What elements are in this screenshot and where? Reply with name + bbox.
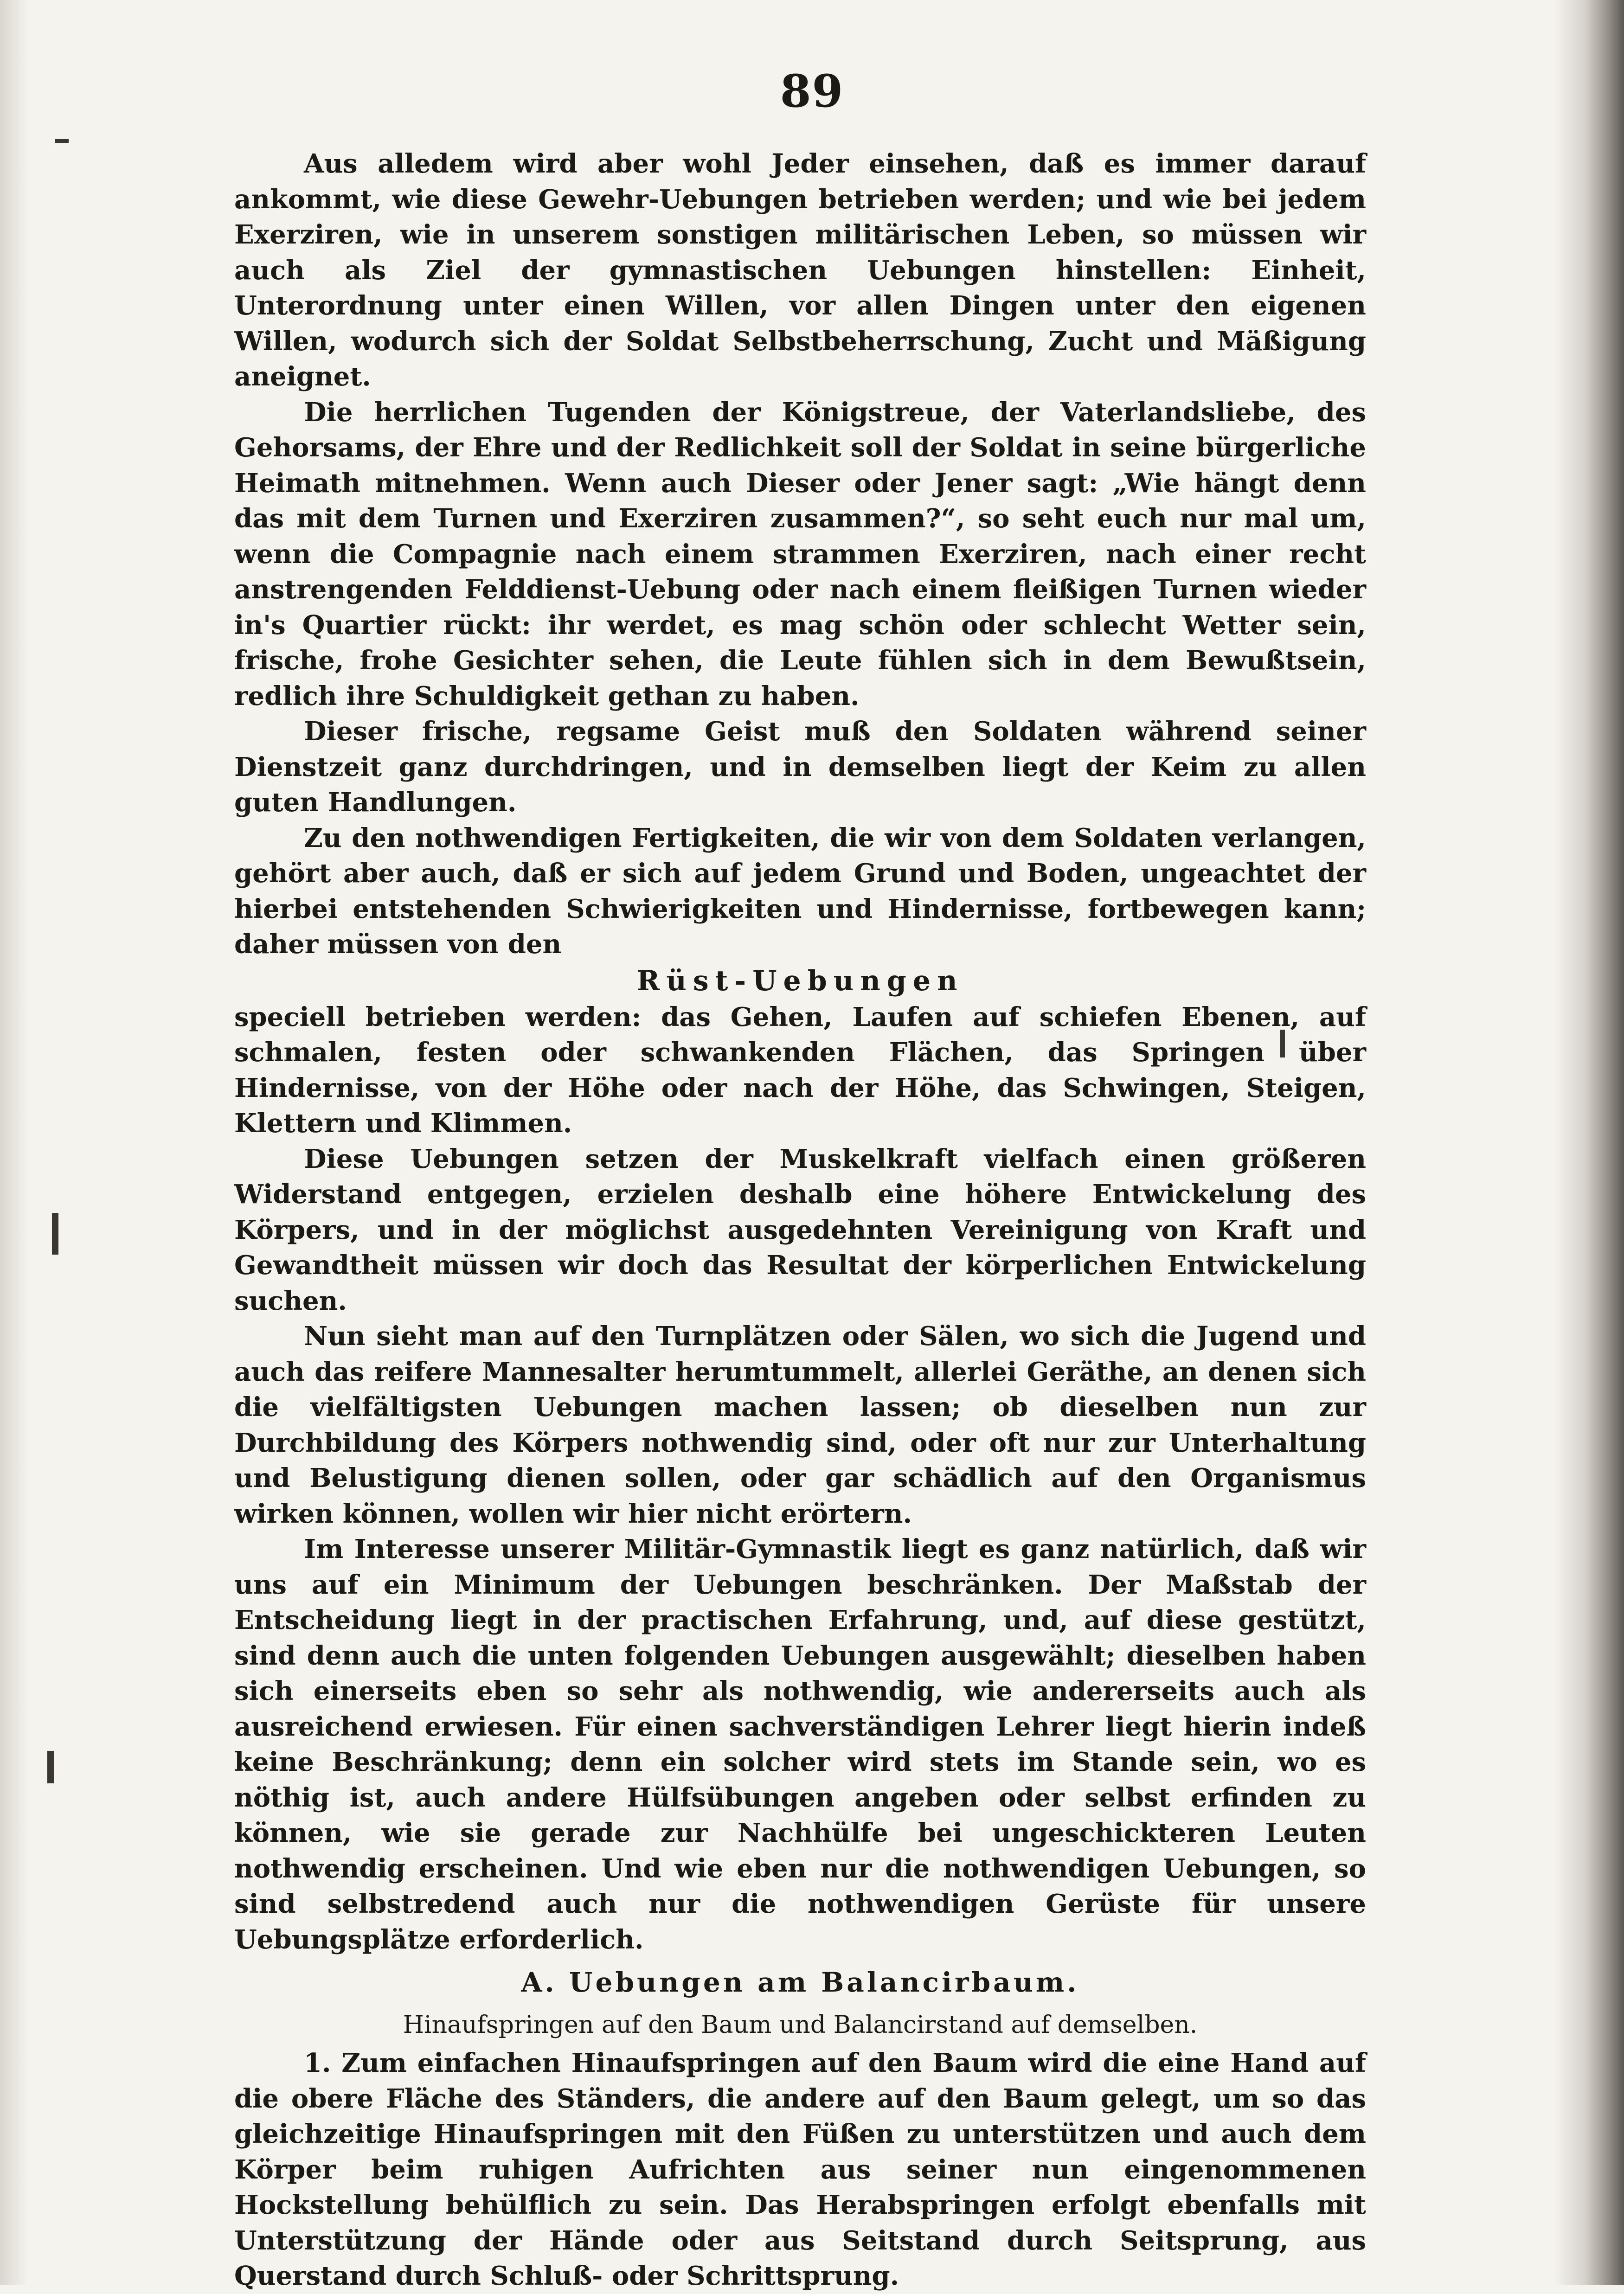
paragraph: speciell betrieben werden: das Gehen, Laufen auf schiefen Ebenen, auf schmalen, festen oder schwankenden Flächen, das Springen über Hindernisse, von der Höhe oder nach der Höhe, das Schwingen, Steigen, Klettern und Klimmen.	[234, 1001, 1366, 1139]
margin-mark	[47, 1751, 54, 1783]
section-heading: Rüst-Uebungen	[636, 964, 964, 997]
page-binding-edge	[1554, 0, 1624, 2285]
paragraph: Nun sieht man auf den Turnplätzen oder Sälen, wo sich die Jugend und auch das reifere Mannesalter herumtummelt, allerlei Geräthe, an denen sich die vielfältigsten Uebungen machen lassen; ob dieselben nun zur Durchbildung des Körpers nothwendig sind, oder oft nur zur Unterhaltung und Belustigung dienen sollen, oder gar schädlich auf den Organismus wirken können, wollen wir hier nicht erörtern.	[234, 1321, 1366, 1529]
paragraph: Die herrlichen Tugenden der Königstreue, der Vaterlandsliebe, des Gehorsams, der Ehre und der Redlichkeit soll der Soldat in seine bürgerliche Heimath mitnehmen. Wenn auch Dieser oder Jener sagt: „Wie hängt denn das mit dem Turnen und Exerziren zusammen?“, so seht euch nur mal um, wenn die Compagnie nach einem strammen Exerziren, nach einer recht anstrengenden Felddienst-Uebung oder nach einem fleißigen Turnen wieder in's Quartier rückt: ihr werdet, es mag schön oder schlecht Wetter sein, frische, frohe Gesichter sehen, die Leute fühlen sich in dem Bewußtsein, redlich ihre Schuldigkeit gethan zu haben.	[234, 397, 1366, 711]
numbered-paragraph: 1. Zum einfachen Hinaufspringen auf den Baum wird die eine Hand auf die obere Fläche des Ständers, die andere auf den Baum gelegt, um so das gleichzeitige Hinaufspringen mit den Füßen zu unterstützen und auch dem Körper beim ruhigen Aufrichten aus seiner nun eingenommenen Hockstellung behülflich zu sein. Das Herabspringen erfolgt ebenfalls mit Unterstützung der Hände oder aus Seitstand durch Seitsprung, aus Querstand durch Schluß- oder Schrittsprung.	[234, 2048, 1366, 2291]
page-body	[234, 146, 1366, 2294]
paragraph: Dieser frische, regsame Geist muß den Soldaten während seiner Dienstzeit ganz durchdringen, und in demselben liegt der Keim zu allen guten Handlungen.	[234, 716, 1366, 818]
page-shadow-left	[0, 0, 28, 2285]
paragraph: Aus alledem wird aber wohl Jeder einsehen, daß es immer darauf ankommt, wie diese Gewehr-Uebungen betrieben werden; und wie bei jedem Exerziren, wie in unserem sonstigen militärischen Leben, so müssen wir auch als Ziel der gymnastischen Uebungen hinstellen: Einheit, Unterordnung unter einen Willen, vor allen Dingen unter den eigenen Willen, wodurch sich der Soldat Selbstbeherrschung, Zucht und Mäßigung aneignet.	[234, 148, 1366, 392]
page-number: 89	[780, 65, 844, 117]
margin-mark	[52, 1213, 58, 1255]
paragraph: Diese Uebungen setzen der Muskelkraft vielfach einen größeren Widerstand entgegen, erzielen deshalb eine höhere Entwickelung des Körpers, und in der möglichst ausgedehnten Vereinigung von Kraft und Gewandtheit müssen wir doch das Resultat der körperlichen Entwickelung suchen.	[234, 1143, 1366, 1316]
subsection-caption: Hinaufspringen auf den Baum und Balancirstand auf demselben.	[403, 2011, 1198, 2039]
margin-mark	[55, 139, 69, 143]
paragraph: Im Interesse unserer Militär-Gymnastik liegt es ganz natürlich, daß wir uns auf ein Minimum der Uebungen beschränken. Der Maßstab der Entscheidung liegt in der practischen Erfahrung, und, auf diese gestützt, sind denn auch die unten folgenden Uebungen ausgewählt; dieselben haben sich einerseits eben so sehr als nothwendig, wie andererseits auch als ausreichend erwiesen. Für einen sachverständigen Lehrer liegt hierin indeß keine Beschränkung; denn ein solcher wird stets im Stande sein, wo es nöthig ist, auch andere Hülfsübungen angeben oder selbst erfinden zu können, wie sie gerade zur Nachhülfe bei ungeschickteren Leuten nothwendig erscheinen. Und wie eben nur die nothwendigen Uebungen, so sind selbstredend auch nur die nothwendigen Gerüste für unsere Uebungsplätze erforderlich.	[234, 1534, 1366, 1955]
paragraph: Zu den nothwendigen Fertigkeiten, die wir von dem Soldaten verlangen, gehört aber auch, daß er sich auf jedem Grund und Boden, ungeachtet der hierbei entstehenden Schwierigkeiten und Hindernisse, fortbewegen kann; daher müssen von den	[234, 822, 1366, 960]
subsection-heading: A. Uebungen am Balancirbaum.	[521, 1967, 1079, 1998]
